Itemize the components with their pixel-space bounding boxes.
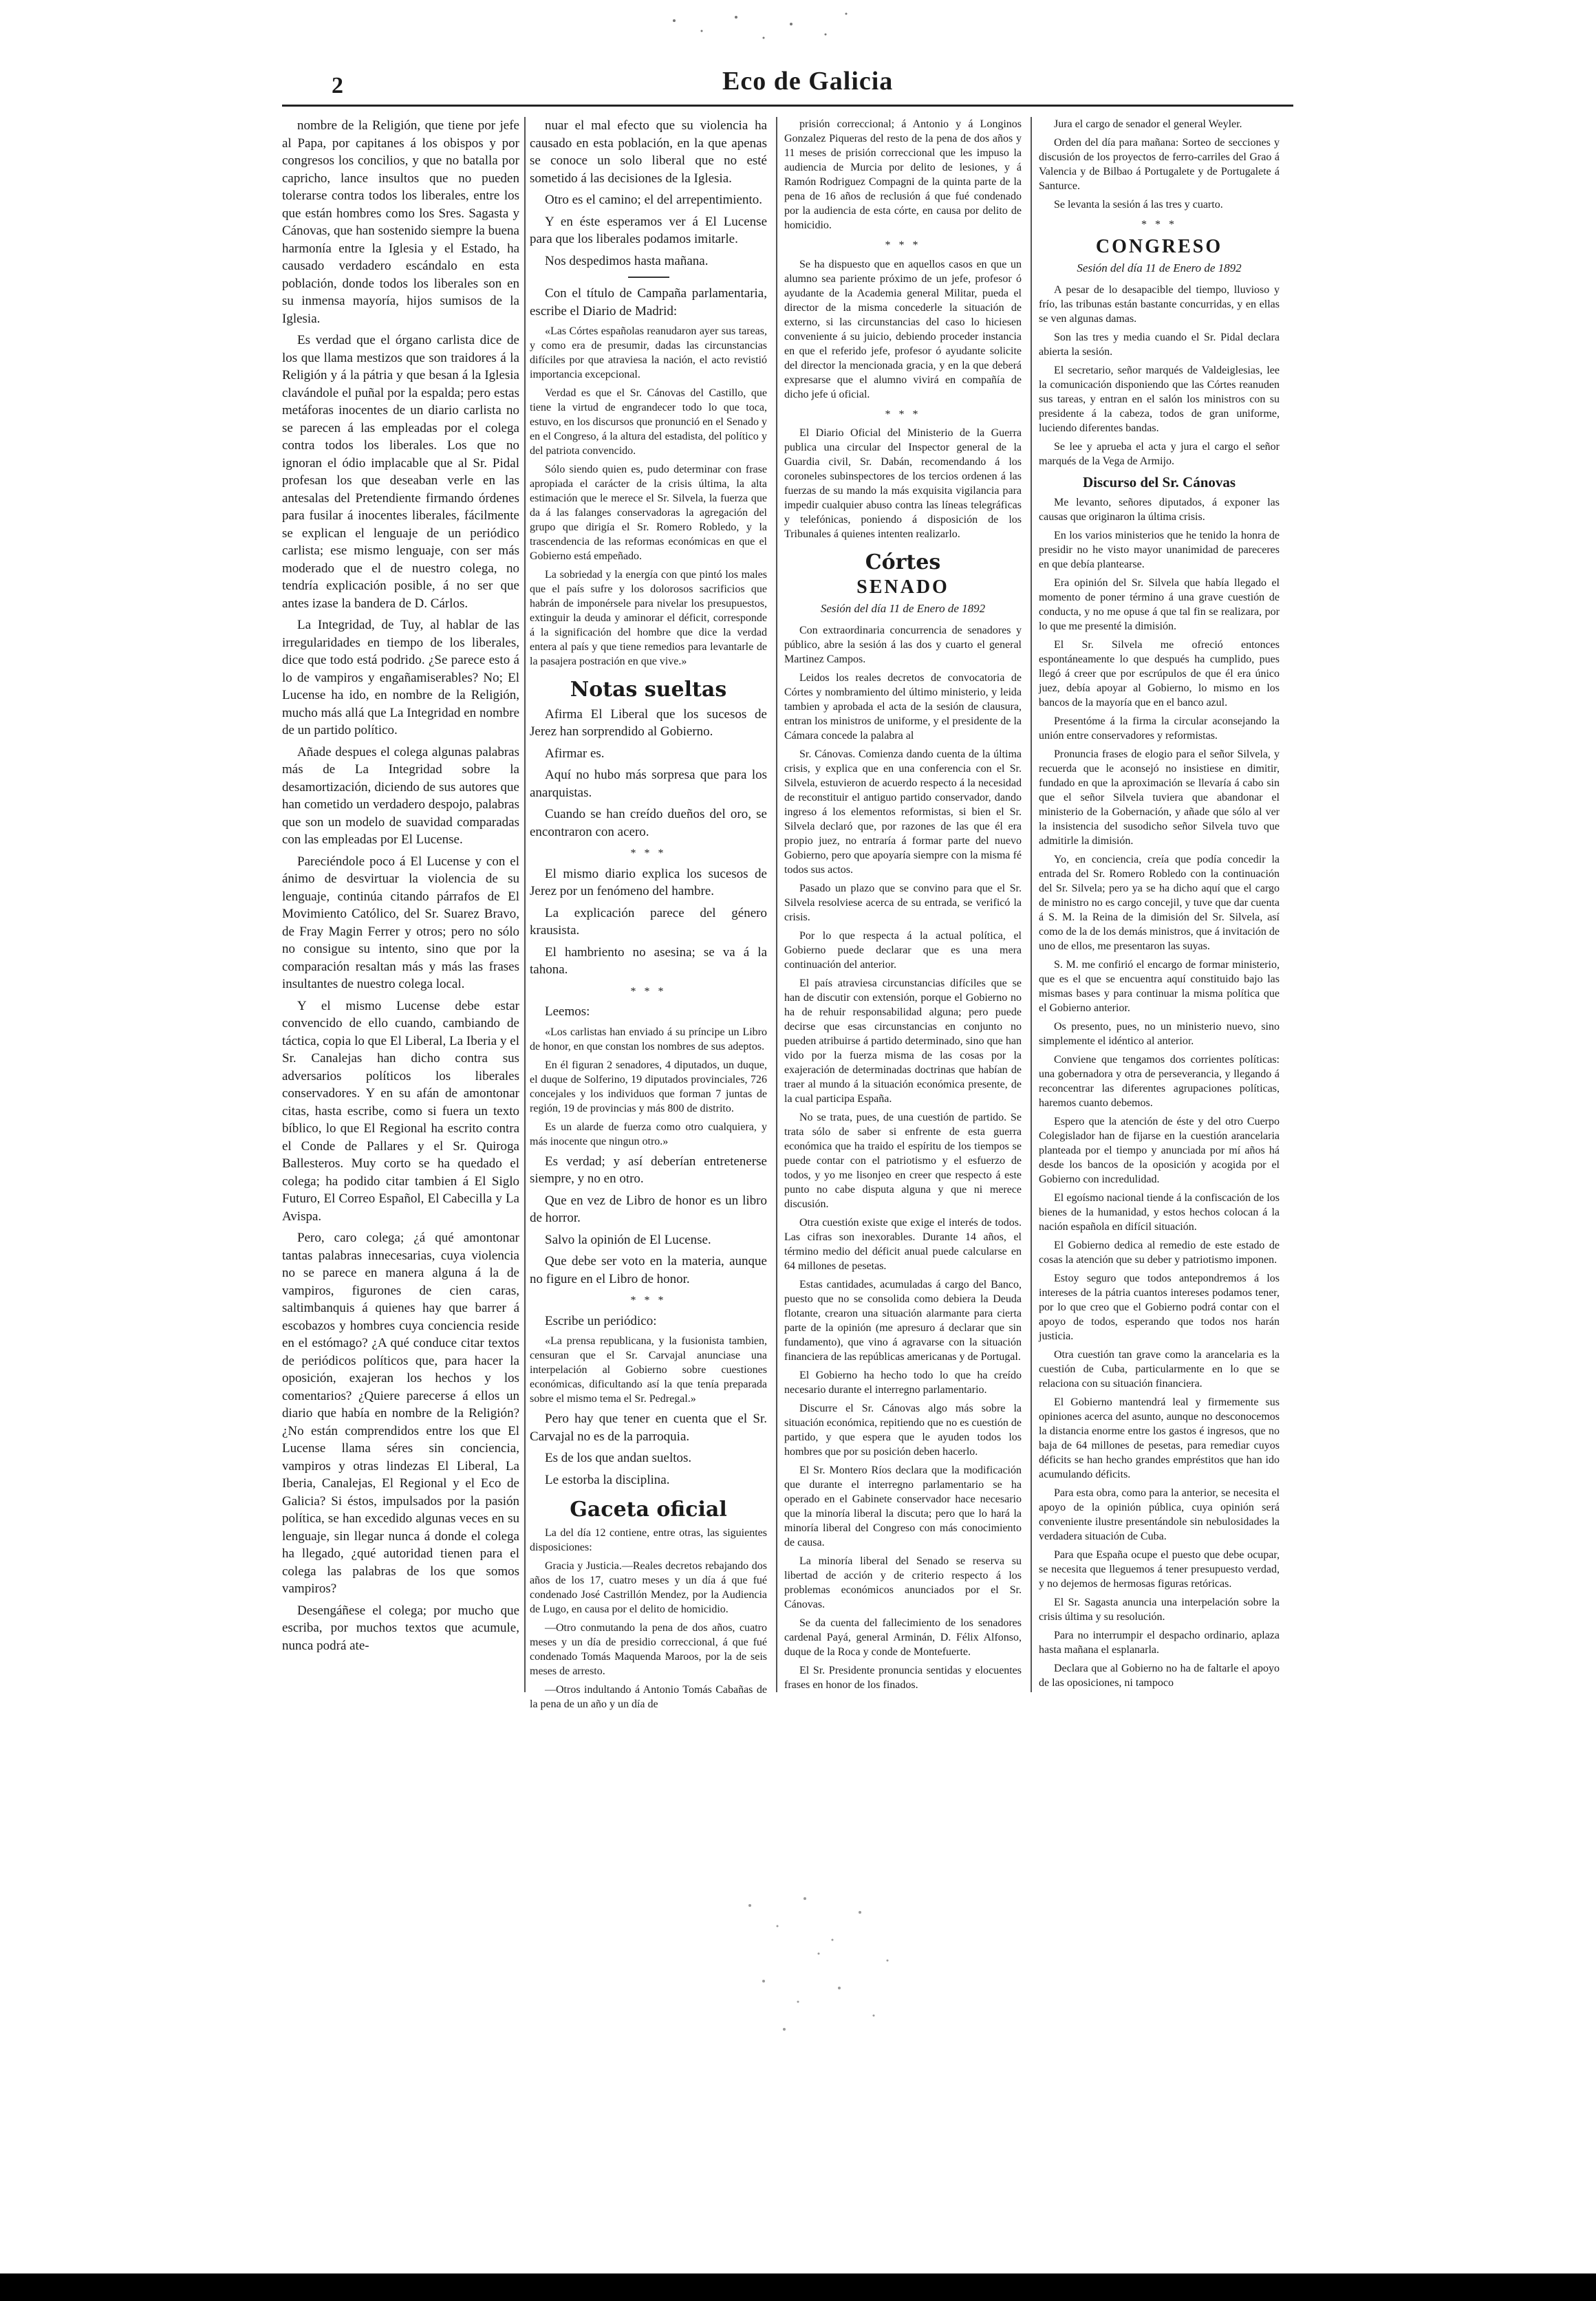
column-4 [1039, 117, 1280, 1699]
quote-paragraph: Sólo siendo quien es, pudo determinar con frase apropiada el carácter de la crisis última, la alta estimación que le merece el Sr. Silvela, la fuerza que da á las falanges conservadoras la agregación del grupo que dirigía el Sr. Romero Robledo, y la trascendencia de las reformas económicas en que el Gobierno está empeñado. [530, 464, 767, 562]
gaceta-paragraph: Se ha dispuesto que en aquellos casos en que un alumno sea pariente próximo de un jefe, profesor ó ayudante de la Academia general Militar, pueda el director de la misma concederle la situación de externo, si las circunstancias del caso lo hiciesen conveniente á su juicio, debiendo proceder instancia en que el referido jefe, profesor ó ayudante solicite del director la mencionada gracia, y en la que deberá expresarse que el alumno vivirá en compañía de dicho jefe ú oficial. [784, 258, 1022, 400]
discurso-paragraph: Espero que la atención de éste y del otro Cuerpo Colegislador han de fijarse en la cuestión arancelaria planteada por el tiempo y anunciada por mí años há desde los bancos de la oposición y acogida por el Gobierno con incredulidad. [1039, 1116, 1280, 1185]
senado-paragraph: Se levanta la sesión á las tres y cuarto. [1054, 199, 1223, 210]
header-rule [282, 105, 1293, 107]
senado-paragraph: Por lo que respecta á la actual política, el Gobierno puede declarar que es una mera continuación del anterior. [784, 929, 1022, 971]
senado-paragraph: Orden del día para mañana: Sorteo de secciones y discusión de los proyectos de ferro-carriles del Grao á Valencia y de Bilbao á Portugalete y de Portugalete á Santurce. [1039, 137, 1280, 192]
separator-stars: * * * [885, 239, 921, 251]
nota-item: Aquí no hubo más sorpresa que para los anarquistas. [530, 768, 767, 800]
senado-paragraph: El Sr. Presidente pronuncia sentidas y elocuentes frases en honor de los finados. [784, 1664, 1022, 1691]
senado-paragraph: Sr. Cánovas. Comienza dando cuenta de la última crisis, y explica que en una conferencia con el Sr. Silvela, estuvieron de acuerdo respecto á la necesidad de reconstituir el antiguo partido conservador, dando ingreso á los elementos reformistas, si bien el Sr. Silvela declaró que, por razones de las que él era propio juez, no entraría á formar parte del nuevo Gobierno, pero que apoyaría siempre con la misma fé todos sus actos. [784, 748, 1022, 876]
article-paragraph: nombre de la Religión, que tiene por jefe al Papa, por capitanes á los obispos y por congresos los concilios, y que no batalla por capricho, lance insultos que no pueden tolerarse contra todos los liberales, entre los que están hombres como los Sres. Sagasta y Cánovas, que han sostenido siempre la buena harmonía entre la Iglesia y el Estado, ha causado verdadero escándalo en esta población, donde todos los liberales son en su inmensa mayoría, hijos sumisos de la Iglesia. [282, 118, 519, 326]
gaceta-paragraph: Gracia y Justicia.—Reales decretos rebajando dos años de los 17, cuatro meses y un día á que fué condenado José Castrillón Mendez, por la Audiencia de Lugo, en causa por el delito de homicidio. [530, 1559, 767, 1615]
quote-paragraph: «Las Córtes españolas reanudaron ayer sus tareas, y como era de presumir, dadas las circunstancias difíciles por que atraviesa la nación, el acto revistió importancia excepcional. [530, 325, 767, 380]
gaceta-paragraph: prisión correccional; á Antonio y á Longinos Gonzalez Piqueras del resto de la pena de dos años y 11 meses de prisión correccional que les impuso la audiencia de Murcia por delito de lesiones, y á Ramón Rodriguez Compagni de la quinta parte de la pena de 16 años de reclusión á que fué condenado por la audiencia de esta córte, en causa por delito de homicidio. [784, 118, 1022, 231]
senado-paragraph: Estas cantidades, acumuladas á cargo del Banco, puesto que no se consolida como debiera la Deuda flotante, crearon una situación alarmante para cierta parte de la opinión (me apresuro á declarar que sin fundamento), que vino á agravarse con la situación financiera de las repúblicas americanas y de Portugal. [784, 1278, 1022, 1363]
article-paragraph: Pareciéndole poco á El Lucense y con el ánimo de desvirtuar la violencia de su lenguaje, continúa citando párrafos de El Movimiento Católico, del Sr. Suarez Bravo, de Fray Magin Ferrer y otros; pero no sólo no consigue su intento, sino que por la comparación resaltan más y más las frases insultantes de nuestro colega local. [282, 854, 519, 991]
senado-paragraph: El Sr. Montero Ríos declara que la modificación que durante el interregno parlamentario se ha operado en el Gabinete conservador hace necesario que la minoría liberal la discuta; pero que lo hará la minoría liberal del Congreso con más conocimiento de causa. [784, 1464, 1022, 1548]
column-divider [1031, 117, 1032, 1692]
column-2 [530, 117, 767, 1710]
nota-item: Afirma El Liberal que los sucesos de Jerez han sorprendido al Gobierno. [530, 706, 767, 739]
senado-paragraph: El país atraviesa circunstancias difíciles que se han de discutir con extensión, porque el Gobierno no ha de rehuir responsabilidad alguna; pero puede decirse que esas circunstancias en conjunto no pueden atribuirse á partido determinado, sino que han vido por la fuerza misma de las cosas por la exajeración de determinadas doctrinas que habían de traer al mundo á la situación económica presente, de la cual participa España. [784, 977, 1022, 1105]
nota-item: El mismo diario explica los sucesos de Jerez por un fenómeno del hambre. [530, 866, 767, 898]
gaceta-paragraph: El Diario Oficial del Ministerio de la Guerra publica una circular del Inspector general de la Guardia civil, Sr. Dabán, recomendando á los coroneles subinspectores de los tercios ordenen á las fuerzas de su mando la más exquisita vigilancia para impedir cualquier abuso contra las líneas telegráficas y telefónicas, poniendo á disposición de los Tribunales á quienes intenten realizarlo. [784, 427, 1022, 540]
senado-paragraph: Se da cuenta del fallecimiento de los senadores cardenal Payá, general Arminán, D. Félix Alfonso, duque de la Roca y conde de Montefuerte. [784, 1617, 1022, 1658]
gaceta-paragraph: La del día 12 contiene, entre otras, las siguientes disposiciones: [530, 1526, 767, 1553]
discurso-paragraph: El Gobierno dedica al remedio de este estado de cosas la atención que su deber y patriotismo imponen. [1039, 1240, 1280, 1266]
nota-item: Le estorba la disciplina. [545, 1472, 670, 1487]
discurso-paragraph: Estoy seguro que todos antepondremos á los intereses de la pátria cuantos intereses podamos tener, por lo que creo que el Gobierno podrá contar con el apoyo de todos, esperando que todos nos harán justicia. [1039, 1273, 1280, 1342]
separator-stars: * * * [1141, 219, 1177, 230]
nota-item: La explicación parece del género krausista. [530, 905, 767, 938]
article-paragraph: Es verdad que el órgano carlista dice de los que llama mestizos que son traidores á la Religión y á la pátria y que besan á la Iglesia clavándole el puñal por la espalda; pero estas metáforas inocentes de un diario carlista no se parecen á las empleadas por el colega contra todos los liberales. Los que no ignoran el ódio implacable que al Sr. Pidal profesan los que deseaban verle en las antesalas del Pretendiente firmando órdenes para fusilar á inocentes liberales, fácilmente se explican el lenguaje de un periódico carlista; ese mismo lenguaje, con ser más moderado que el de nuestro colega, no tendría explicación posible, á no ser que antes izase la bandera de D. Cárlos. [282, 333, 519, 611]
column-1 [282, 117, 519, 1699]
discurso-paragraph: El Gobierno mantendrá leal y firmemente sus opiniones acerca del asunto, aunque no desconocemos la distancia enorme entre los gastos é ingresos, que no baja de 64 millones de pesetas, para remediar cuyos déficits se han hecho grandes empréstitos que han ido acumulando déficits. [1039, 1396, 1280, 1480]
campana-intro: Con el título de Campaña parlamentaria, escribe el Diario de Madrid: [530, 286, 767, 318]
discurso-paragraph: En los varios ministerios que he tenido la honra de presidir no he visto mayor unanimidad de pareceres en que debía plantearse. [1039, 530, 1280, 570]
nota-item: El hambriento no asesina; se va á la tahona. [530, 944, 767, 977]
column-divider [524, 117, 526, 1692]
senado-paragraph: La minoría liberal del Senado se reserva su libertad de acción y de criterio respecto á los problemas económicos anunciados por el Sr. Cánovas. [784, 1555, 1022, 1610]
congreso-paragraph: Son las tres y media cuando el Sr. Pidal declara abierta la sesión. [1039, 331, 1280, 358]
masthead: Eco de Galicia [722, 67, 894, 96]
quote-paragraph: «La prensa republicana, y la fusionista tambien, censuran que el Sr. Carvajal anunciase una interpelación al Gobierno sobre cuestiones económicas, dificultando así la que tenía preparada sobre el mismo tema el Sr. Pedregal.» [530, 1335, 767, 1405]
section-title-senado: SENADO [856, 576, 949, 598]
separator-stars: * * * [630, 985, 667, 997]
scan-noise-bottom [722, 1878, 922, 2050]
discurso-paragraph: Presentóme á la firma la circular aconsejando la unión entre conservadores y reformistas. [1039, 715, 1280, 742]
article-paragraph: Y en éste esperamos ver á El Lucense para que los liberales podamos imitarle. [530, 214, 767, 246]
discurso-paragraph: El Sr. Sagasta anuncia una interpelación sobre la crisis última y su resolución. [1039, 1597, 1280, 1623]
discurso-paragraph: Para no interrumpir el despacho ordinario, aplaza hasta mañana el esplanarla. [1039, 1630, 1280, 1656]
discurso-paragraph: Me levanto, señores diputados, á exponer las causas que originaron la última crisis. [1039, 497, 1280, 523]
article-paragraph: Otro es el camino; el del arrepentimiento. [545, 193, 763, 207]
nota-item: Salvo la opinión de El Lucense. [545, 1232, 711, 1247]
quote-paragraph: Es un alarde de fuerza como otro cualquiera, y más inocente que ningun otro.» [530, 1121, 767, 1147]
quote-paragraph: Verdad es que el Sr. Cánovas del Castillo, que tiene la virtud de engrandecer todo lo que toca, estuvo, en los discursos que pronunció en el Senado y en el Congreso, á la altura del estadista, del político y del patriota convencido. [530, 387, 767, 457]
congreso-paragraph: A pesar de lo desapacible del tiempo, lluvioso y frío, las tribunas están bastante concurridas, y en ellas se ven algunas damas. [1039, 283, 1280, 325]
escribe-label: Escribe un periódico: [545, 1313, 657, 1328]
nota-item: Que en vez de Libro de honor es un libro de horror. [530, 1193, 767, 1225]
nota-item: Es verdad; y así deberían entretenerse siempre, y no en otro. [530, 1154, 767, 1186]
page-header [282, 61, 1293, 102]
article-paragraph: Añade despues el colega algunas palabras más de La Integridad sobre la desamortización, diciendo de sus autores que han cometido un verdadero despojo, palabras que son un modelo de suavidad comparadas con las empleadas por El Lucense. [282, 744, 519, 847]
nota-item: Cuando se han creído dueños del oro, se encontraron con acero. [530, 807, 767, 839]
section-title-notas: Notas sueltas [570, 678, 727, 702]
section-title-cortes: Córtes [865, 550, 941, 574]
article-paragraph: La Integridad, de Tuy, al hablar de las irregularidades en tiempo de los liberales, dice que todo está podrido. ¿Se parece esto á lo de vampiros y engañamiserables? No; El Lucense ha ido, en nombre de la Religión, mucho más allá que La Integridad en nombre de un partido político. [282, 618, 519, 737]
discurso-paragraph: Era opinión del Sr. Silvela que había llegado el momento de poner término á una grave cuestión de conducta, y no me opuse á que tal fin se realizara, por lo que me presenté la dimisión. [1039, 577, 1280, 632]
discurso-heading: Discurso del Sr. Cánovas [1082, 473, 1236, 490]
discurso-paragraph: S. M. me confirió el encargo de formar ministerio, que es el que se encuentra aquí constituido bajo las mismas bases y para continuar la misma política que el Gobierno anterior. [1039, 959, 1280, 1014]
quote-paragraph: La sobriedad y la energía con que pintó los males que el país sufre y los dolorosos sacrificios que habrán de imponérsele para nivelar los presupuestos, extinguir la deuda y aminorar el déficit, corresponde á la significación del hombre que dice la verdad entera al país y que tiene remedios para levantarle de la pasajera postración en que vive.» [530, 569, 767, 667]
quote-paragraph: «Los carlistas han enviado á su príncipe un Libro de honor, en que constan los nombres de sus adeptos. [530, 1026, 767, 1052]
senado-paragraph: Discurre el Sr. Cánovas algo más sobre la situación económica, repitiendo que no es cuestión de partido, y que espera que le ayuden todos los hombres que por su posición deben hacerlo. [784, 1402, 1022, 1458]
article-paragraph: nuar el mal efecto que su violencia ha causado en esta población, en la que apenas se conoce un solo liberal que no esté sometido á las decisiones de la Iglesia. [530, 118, 767, 186]
column-divider [776, 117, 777, 1692]
nota-item: Que debe ser voto en la materia, aunque no figure en el Libro de honor. [530, 1254, 767, 1286]
discurso-paragraph: Para esta obra, como para la anterior, se necesita el apoyo de la opinión pública, cuya opinión será conveniente ilustre presentándole sin nebulosidades la verdadera situación de Cuba. [1039, 1487, 1280, 1542]
section-title-congreso: CONGRESO [1095, 235, 1223, 257]
article-paragraph: Desengáñese el colega; por mucho que escriba, por muchos textos que acumule, nunca podrá ate- [282, 1603, 519, 1653]
gaceta-paragraph: —Otros indultando á Antonio Tomás Cabañas de la pena de un año y un día de [530, 1683, 767, 1710]
congreso-paragraph: El secretario, señor marqués de Valdeiglesias, lee la comunicación disponiendo que las Córtes reanuden sus tareas, y entran en el salón los ministros con su presidente á la cabeza, todos de gran uniforme, luciendo diferentes bandas. [1039, 364, 1280, 434]
senado-paragraph: Jura el cargo de senador el general Weyler. [1054, 118, 1242, 130]
senado-paragraph: Pasado un plazo que se convino para que el Sr. Silvela resolviese acerca de su entrada, se verificó la crisis. [784, 882, 1022, 923]
discurso-paragraph: El egoísmo nacional tiende á la confiscación de los bienes de la humanidad, y estos hechos colocan á la nación española en difícil situación. [1039, 1192, 1280, 1233]
gaceta-paragraph: —Otro conmutando la pena de dos años, cuatro meses y un día de presidio correccional, á que fué condenado Tomás Maquenda Maroos, por la de seis meses de arresto. [530, 1621, 767, 1677]
congreso-session-date: Sesión del día 11 de Enero de 1892 [1077, 261, 1242, 274]
discurso-paragraph: El Sr. Silvela me ofreció entonces espontáneamente lo que después ha cumplido, pues llegó á creer que por escrúpulos de que él era único juez, debía apoyar al Gobierno, lo mismo en los bancos de la mayoría que en el banco azul. [1039, 639, 1280, 709]
article-paragraph: Nos despedimos hasta mañana. [545, 253, 709, 268]
scan-border-bottom [0, 2273, 1596, 2301]
article-paragraph: Pero, caro colega; ¿á qué amontonar tantas palabras innecesarias, cuya violencia no se parece en manera alguna á la de vampiros, figurones de cien caras, saltimbanquis á quienes hay que barrer á escobazos y hombres cuya conciencia reside en el estómago? ¿A qué conduce citar textos de periódicos políticos que, para hacer la oposición, exajeran los hechos y los comentarios? ¿Quiere parecerse á ellos un diario que había en nombre de la Religión? ¿No están comprendidos entre los que El Lucense llama séres sin conciencia, vampiros y otras lindezas El Liberal, La Iberia, Canalejas, El Regional y el Eco de Galicia? Si éstos, impulsados por la pasión política, se han excedido algunas veces en su lenguaje, sin llegar nunca á donde el colega ha llegado, ¿qué autoridad tienen para el colega las palabras de los que somos vampiros? [282, 1231, 519, 1596]
discurso-paragraph: Para que España ocupe el puesto que debe ocupar, se necesita que lleguemos á tener presupuesto verdad, y no dejemos de hermosas figuras retóricas. [1039, 1549, 1280, 1590]
senado-session-date: Sesión del día 11 de Enero de 1892 [820, 602, 986, 615]
congreso-paragraph: Se lee y aprueba el acta y jura el cargo el señor marqués de la Vega de Armijo. [1039, 440, 1280, 467]
senado-paragraph: No se trata, pues, de una cuestión de partido. Se trata sólo de saber si enfrente de esta guerra económica que ha traido el espíritu de los tiempos se puede contar con el patriotismo y el esfuerzo de todos, y yo me lisonjeo en creer que respecto á este punto no cabe disputa alguna y que ni merece discusión. [784, 1111, 1022, 1210]
separator-stars: * * * [630, 1295, 667, 1306]
separator-stars: * * * [630, 847, 667, 859]
discurso-paragraph: Os presento, pues, no un ministerio nuevo, sino simplemente el idéntico al anterior. [1039, 1021, 1280, 1047]
section-rule [628, 277, 669, 278]
senado-paragraph: El Gobierno ha hecho todo lo que ha creído necesario durante el interregno parlamentario. [784, 1369, 1022, 1396]
separator-stars: * * * [885, 408, 921, 420]
section-title-gaceta: Gaceta oficial [570, 1498, 727, 1522]
column-3 [784, 117, 1022, 1699]
quote-paragraph: En él figuran 2 senadores, 4 diputados, un duque, el duque de Solferino, 19 diputados provinciales, 726 concejales y los individuos que forman 7 juntas de región, 19 de provincias y más 800 de distrito. [530, 1059, 767, 1114]
senado-paragraph: Otra cuestión existe que exige el interés de todos. Las cifras son inexorables. Durante 14 años, el término medio del déficit anual puede calcularse en 64 millones de pesetas. [784, 1216, 1022, 1272]
leemos-label: Leemos: [545, 1004, 590, 1019]
scan-noise-top [660, 0, 867, 55]
article-paragraph: Y el mismo Lucense debe estar convencido de ello cuando, cambiando de táctica, copia lo que El Liberal, La Iberia y el Sr. Canalejas han dicho contra sus adversarios políticos los liberales conservadores. Y en su afán de amontonar citas, hasta escribe, como si fuera un texto bíblico, lo que El Regional ha escrito contra el Conde de Pallares y el Sr. Quiroga Ballesteros. Muy corto se ha quedado el colega; ha podido citar tambien á El Siglo Futuro, El Correo Español, El Cabecilla y La Avispa. [282, 998, 519, 1224]
nota-item: Pero hay que tener en cuenta que el Sr. Carvajal no es de la parroquia. [530, 1412, 767, 1444]
nota-item: Es de los que andan sueltos. [545, 1451, 692, 1465]
discurso-paragraph: Yo, en conciencia, creía que podía concedir la entrada del Sr. Romero Robledo con la continuación del Sr. Silvela; pero ya se ha dicho aquí que el cargo de ministro no es cargo concejil, y tuve que dar cuenta á S. M. la Reina de la dimisión del Sr. Silvela, así como de la de los demás ministros, que á invitación de uno de ellos, me presentaron las suyas. [1039, 854, 1280, 952]
senado-paragraph: Leidos los reales decretos de convocatoria de Córtes y nombramiento del último ministerio, y leida tambien y aprobada el acta de la sesión de clausura, entran los ministros de uniforme, y el presidente de la Cámara concede la palabra al [784, 671, 1022, 742]
discurso-paragraph: Otra cuestión tan grave como la arancelaria es la cuestión de Cuba, particularmente en lo que se relaciona con su situación financiera. [1039, 1349, 1280, 1390]
discurso-paragraph: Pronuncia frases de elogio para el señor Silvela, y recuerda que le aconsejó no insistiese en dimitir, fundado en que la aproximación se llevaría á cabo sin que el señor Silvela tuviera que abandonar el ministerio de la Gobernación, y añade que sólo al ver la insistencia del susodicho señor Silvela tuvo que admitirle la dimisión. [1039, 748, 1280, 847]
page-number: 2 [332, 73, 343, 98]
senado-paragraph: Con extraordinaria concurrencia de senadores y público, abre la sesión á las dos y cuarto el general Martinez Campos. [784, 624, 1022, 665]
discurso-paragraph: Declara que al Gobierno no ha de faltarle el apoyo de las oposiciones, ni tampoco [1039, 1663, 1280, 1689]
nota-item: Afirmar es. [545, 746, 605, 761]
discurso-paragraph: Conviene que tengamos dos corrientes políticas: una gobernadora y otra de perseverancia, y llegando á reconcentrar las diferentes agrupaciones políticas, haremos cuanto debemos. [1039, 1054, 1280, 1109]
